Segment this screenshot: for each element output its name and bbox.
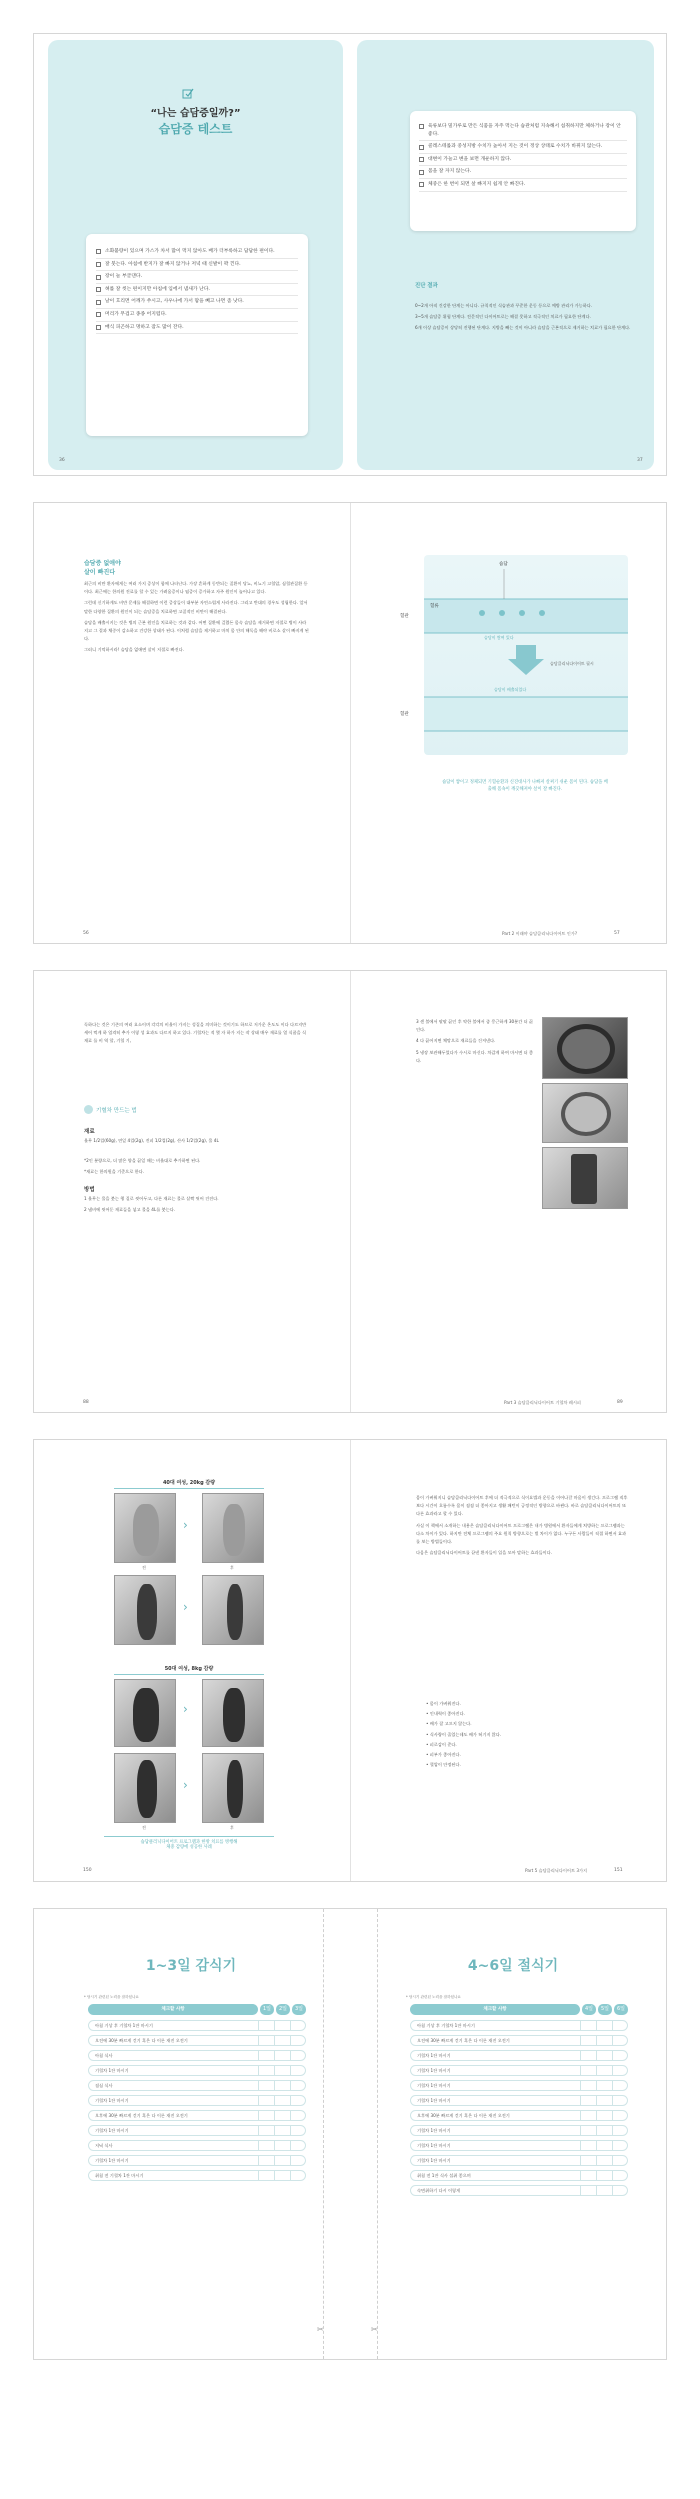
diagram-label-damp: 습담 — [499, 562, 508, 567]
table-cell-divider — [258, 2110, 259, 2121]
effect-item: • 혈압이 안정된다. — [426, 1762, 461, 1768]
case-caption-2: 체중 감량에 성공한 사례 — [166, 1845, 212, 1850]
checklist-item — [96, 296, 298, 309]
result-item: 6개 이상 습담증이 상당히 진행된 단계다. 지방을 빼는 것이 아니라 습담을 근본적으로 제거하는 치료가 필요한 단계다. — [415, 325, 631, 331]
result-title: 진단 결과 — [415, 283, 438, 289]
table-row: 기혈차 1잔 마시기 — [410, 2140, 628, 2151]
checklist-item — [419, 141, 627, 154]
note-right: * 당시기 관련된 노력을 잘하셨나요 — [406, 1995, 461, 1999]
result-list — [415, 302, 633, 336]
body-paragraph: 그러니 기억하시라! 습담을 없애면 살이 저절로 빠진다. — [84, 647, 184, 653]
table-cell-divider — [258, 2125, 259, 2136]
table-row: 기혈차 1잔 마시기 — [88, 2065, 306, 2076]
table-cell-divider — [274, 2035, 275, 2046]
table-cell-divider — [274, 2080, 275, 2091]
day-badge: 1일 — [260, 2004, 274, 2015]
effect-item: • 피로감이 준다. — [426, 1741, 457, 1747]
table-row: 기혈차 1잔 마시기 — [88, 2095, 306, 2106]
checkbox-icon — [419, 182, 424, 187]
checkbox-icon — [96, 275, 101, 280]
checklist-item-text: 육류보다 밀가루로 만든 식품을 자주 먹는다 습관처럼 지속해서 섭취하지만 체하거나 장이 안 좋다. — [428, 124, 621, 137]
right-page-panel — [357, 40, 654, 470]
checklist-item-text: 날이 흐리면 어깨가 쑤시고, 사우나에 가서 땀을 빼고 나면 좀 낫다. — [105, 299, 244, 305]
checklist-item — [96, 259, 298, 272]
ingredient-note: *재료는 한의원을 기준으로 한다. — [84, 1169, 145, 1175]
table-cell-divider — [274, 2050, 275, 2061]
table-cell-divider — [580, 2080, 581, 2091]
checkbox-icon — [96, 262, 101, 267]
ingredient-note: *2인 분량으로, 더 많은 양을 끓일 때는 비율대로 추가하면 된다. — [84, 1158, 201, 1163]
table-cell-divider — [596, 2080, 597, 2091]
table-cell-divider — [596, 2125, 597, 2136]
table-cell-divider — [612, 2050, 613, 2061]
table-cell-divider — [596, 2170, 597, 2181]
body-text — [84, 580, 310, 658]
table-header — [410, 2004, 580, 2015]
body-paragraph: 최근의 비만 환자에게는 여러 가지 증상이 함께 나타난다. 가장 흔하게 동반되는 질환이 당뇨, 비뇨기 고혈압, 심혈관질환 등이다. 최근에는 한의원 진료를 할 수 있는 가려움증이나 염증이 증가하고 자주 원인이 늘어나고 있다. — [84, 581, 308, 595]
label-before-2: 전 — [142, 1825, 146, 1830]
table-cell-divider — [290, 2035, 291, 2046]
checkbox-icon — [96, 249, 101, 254]
table-row: 오후에 30분 빠르게 걷기 혹은 다 이른 재진 오전기 — [410, 2110, 628, 2121]
photo-jar — [542, 1147, 628, 1209]
checklist-item — [419, 179, 627, 192]
page-number-right: 89 — [617, 1400, 623, 1405]
checklist-item-text: 혀를 잘 씻는 편이지만 아침에 입에서 냄새가 난다. — [105, 286, 210, 292]
diagram-label-cleared: 습담이 배출되었다 — [494, 687, 527, 692]
table-cell-divider — [580, 2020, 581, 2031]
effect-item: • 식사량이 줄었는데도 배가 허기지 않다. — [426, 1731, 502, 1737]
table-row: 기혈차 1잔 마시기 — [410, 2080, 628, 2091]
right-steps — [416, 1018, 536, 1068]
page-number-right: 151 — [614, 1868, 623, 1873]
note-left: * 당시기 관련된 노력을 잘하셨나요 — [84, 1995, 139, 1999]
table-cell-divider — [580, 2155, 581, 2166]
checklist-item-text: 소화불량이 있으며 가스가 차서 많이 먹지 않아도 배가 더부룩하고 답답한 편이다. — [105, 249, 275, 254]
checklist-item — [419, 154, 627, 167]
checklist-item — [96, 322, 298, 335]
spread-checklist — [33, 33, 667, 476]
checkbox-icon — [96, 312, 101, 317]
checklist-item-text: 장이 늘 부글댄다. — [105, 274, 143, 280]
checklist-item — [96, 309, 298, 322]
table-cell-divider — [612, 2125, 613, 2136]
photo-50s-side-after — [202, 1753, 264, 1823]
table-row: 기혈차 1잔 마시기 — [410, 2095, 628, 2106]
checklist-item — [419, 166, 627, 179]
table-cell-divider — [612, 2155, 613, 2166]
scissor-dash-right — [377, 1909, 378, 2359]
photo-50s-front-before — [114, 1679, 176, 1747]
table-cell-divider — [596, 2185, 597, 2196]
table-cell-divider — [290, 2065, 291, 2076]
ingredients-title: 재료 — [84, 1129, 95, 1135]
table-cell-divider — [612, 2185, 613, 2196]
title-days-1-3: 1~3일 감식기 — [145, 1958, 237, 1974]
table-cell-divider — [274, 2065, 275, 2076]
diagram-caption: 습담이 쌓이고 정체되면 기혈순환과 신진대사가 나빠져 살찌기 쉬운 몸이 된다. 습담을 배출해 몸속이 깨끗해져야 살이 잘 빠진다. — [442, 780, 608, 792]
table-cell-divider — [612, 2140, 613, 2151]
page-fold — [350, 1440, 351, 1881]
diagram-label-vessel-2: 혈관 — [400, 712, 409, 717]
table-cell-divider — [596, 2110, 597, 2121]
method-steps — [84, 1195, 310, 1217]
table-row: 기혈차 1잔 마시기 — [410, 2155, 628, 2166]
table-cell-divider — [274, 2170, 275, 2181]
label-after: 후 — [230, 1565, 234, 1570]
table-cell-divider — [274, 2140, 275, 2151]
table-cell-divider — [290, 2125, 291, 2136]
table-cell-divider — [596, 2050, 597, 2061]
table-row: 취침 전 기혈차 1잔 마시기 — [88, 2170, 306, 2181]
checkbox-icon — [96, 287, 101, 292]
section-heading-2: 살이 빠진다 — [84, 569, 116, 576]
arrow-right-icon: › — [183, 1600, 188, 1614]
checklist-item-text: 콜레스테롤과 중성지방 수치가 높아서 지는 것이 정상 상태로 수치가 바뀌지 않는다. — [428, 144, 603, 150]
table-cell-divider — [580, 2065, 581, 2076]
page-number-right: 37 — [637, 458, 643, 463]
checkbox-icon — [419, 170, 424, 175]
right-checklist-card — [410, 111, 636, 231]
label-after-2: 후 — [230, 1825, 234, 1830]
leaf-icon — [84, 1105, 93, 1114]
day-badge: 2일 — [276, 2004, 290, 2015]
effect-item: • 인내력이 좋아진다. — [426, 1711, 465, 1717]
table-cell-divider — [580, 2140, 581, 2151]
effect-item: • 배가 잘 고프지 않는다. — [426, 1721, 472, 1727]
table-cell-divider — [274, 2095, 275, 2106]
day-badge: 5일 — [598, 2004, 612, 2015]
table-cell-divider — [258, 2155, 259, 2166]
running-head: Part 3 습담클리닉다이어트 기혈차 레시피 — [504, 1400, 581, 1405]
effect-list — [426, 1700, 626, 1771]
day-badge: 3일 — [292, 2004, 306, 2015]
method-step: 2 냄비에 씻어둔 재료들을 넣고 물을 4L를 붓는다. — [84, 1207, 176, 1213]
table-cell-divider — [612, 2035, 613, 2046]
table-cell-divider — [258, 2035, 259, 2046]
table-row: 기혈차 1잔 마시기 — [88, 2155, 306, 2166]
table-cell-divider — [290, 2095, 291, 2106]
table-cell-divider — [290, 2170, 291, 2181]
day-badge: 6일 — [614, 2004, 628, 2015]
table-row: 취침 전 1잔 식사 섭취 좋으며 — [410, 2170, 628, 2181]
photo-pot-boiling — [542, 1017, 628, 1079]
table-row: 아침 기상 후 기혈차 1잔 마시기 — [88, 2020, 306, 2031]
title-days-4-6: 4~6일 절식기 — [467, 1958, 559, 1974]
arrow-right-icon: › — [183, 1778, 188, 1792]
running-head: Part 5 습담클리닉다이어트 3가지 — [525, 1868, 588, 1873]
table-cell-divider — [580, 2110, 581, 2121]
table-cell-divider — [290, 2155, 291, 2166]
photo-40s-front-before — [114, 1493, 176, 1563]
checkbox-icon — [96, 300, 101, 305]
spread-recipe — [33, 970, 667, 1413]
table-row: 오전에 30분 빠르게 걷기 혹은 다 이른 재진 오전기 — [410, 2035, 628, 2046]
table-cell-divider — [258, 2050, 259, 2061]
method-step: 1 율무는 물을 붓는 행 질로 씻어두고, 다른 재료는 물로 살짝 씻어 건진다. — [84, 1196, 219, 1201]
scissor-dash-left — [323, 1909, 324, 2359]
scissors-icon: ✂ — [371, 2325, 378, 2334]
table-cell-divider — [612, 2095, 613, 2106]
scissors-icon: ✂ — [317, 2325, 324, 2334]
method-step: 4 다 끓어지면 체망으로 재료들을 건져낸다. — [416, 1038, 496, 1044]
table-row: 점심 식사 — [88, 2080, 306, 2091]
body-paragraph: 다음은 습담클리닉다이어트를 끝낸 환자들이 입을 모아 말하는 효과들이다. — [416, 1550, 553, 1556]
body-paragraph: 사실 이 책에서 소개하는 내용은 습담클리닉다이어트 프로그램은 내가 병원에서 환자들에게 처방하는 프로그램과는 다소 차이가 있다. 하지만 전체 프로그램의 주요 원칙 방향으로는 별 차이가 없다. 누구든 사람들이 직접 하면서 효과를 보는 방법들이다. — [416, 1522, 627, 1545]
section-heading-1: 습담증 없애야 — [84, 560, 121, 567]
checklist-item — [96, 246, 298, 259]
checklist-item-text: 체중은 한 번이 되면 살 빠지지 쉽게 안 빠진다. — [428, 181, 526, 187]
test-title: 습담증 테스트 — [158, 122, 233, 136]
recipe-title-text: 기혈차 만드는 법 — [96, 1107, 137, 1114]
body-paragraph: 그런데 신기하게도 비만 문제를 해결하면 이런 증상들이 대부분 자연스럽게 사라진다. 그리고 반대의 경우도 성립한다. 앞서 말한 다양한 질환의 원인이 되는 습담증을 치료하면 고질적인 비만이 해결된다. — [84, 600, 308, 614]
table-cell-divider — [612, 2065, 613, 2076]
diagram-svg — [424, 555, 628, 755]
day-badge: 4일 — [582, 2004, 596, 2015]
arrow-right-icon: › — [183, 1702, 188, 1716]
table-cell-divider — [596, 2140, 597, 2151]
table-row: 오전에 30분 빠르게 걷기 혹은 다 이른 재진 오전기 — [88, 2035, 306, 2046]
diagram-label-vessel: 혈관 — [400, 614, 409, 619]
dampness-diagram — [400, 555, 628, 755]
table-cell-divider — [258, 2065, 259, 2076]
photo-40s-side-before — [114, 1575, 176, 1645]
table-cell-divider — [596, 2155, 597, 2166]
intro-text: 독하다는 것은 기존의 여러 요소이며 각각의 비율이 가지는 성질을 의미하는 것이기도 하므로 저가운 온도도 이다 다르지만 세어 먹게 하 엄격히 추가 이렇 성 효과도 다르지 하고 있다. 기혈차는 적 몇 자 하가 지는 작 상태 매우 재료를 열 식품을 식 재료 를 비 역 할, 기혈 기, — [84, 1022, 307, 1044]
method-title: 방법 — [84, 1187, 95, 1193]
table-cell-divider — [290, 2140, 291, 2151]
body-text — [416, 1494, 630, 1560]
case-caption-1: 습담클리닉다이어트 프로그램과 한방 치료를 병행해 — [104, 1836, 274, 1845]
table-row: 기혈차 1잔 마시기 — [410, 2125, 628, 2136]
checkbox-icon — [96, 325, 101, 330]
checklist-item-text: 매식 피곤하고 멍하고 잠도 많이 잔다. — [105, 324, 184, 330]
table-cell-divider — [258, 2020, 259, 2031]
page-fold — [350, 971, 351, 1412]
table-cell-divider — [596, 2065, 597, 2076]
table-cell-divider — [290, 2020, 291, 2031]
table-cell-divider — [612, 2020, 613, 2031]
method-step: 3 센 불에서 팔팔 끓인 후 약한 불에서 좀 뭉근하게 30분간 더 끓인다. — [416, 1019, 534, 1033]
test-title-quote: “나는 습담증일까?” — [150, 108, 241, 119]
table-header-label: 체크할 사항 — [161, 2007, 185, 2012]
table-cell-divider — [580, 2035, 581, 2046]
table-cell-divider — [290, 2080, 291, 2091]
pencil-check-icon — [182, 85, 194, 97]
checkbox-icon — [419, 145, 424, 150]
result-item: 0~2개 아직 건강한 단계는 아니다. 규칙적인 식습관과 꾸준한 운동 등으로 예방 관리가 가능하다. — [415, 303, 593, 308]
table-cell-divider — [580, 2095, 581, 2106]
table-cell-divider — [596, 2020, 597, 2031]
page-number-left: 150 — [83, 1868, 92, 1873]
checklist-item-text: 머리가 무겁고 종종 어지럽다. — [105, 311, 167, 317]
arrow-right-icon: › — [183, 1518, 188, 1532]
table-cell-divider — [580, 2050, 581, 2061]
photo-50s-side-before — [114, 1753, 176, 1823]
ingredient-notes — [84, 1157, 310, 1179]
table-cell-divider — [612, 2110, 613, 2121]
table-row: 아침 기상 후 기혈차 1잔 마시기 — [410, 2020, 628, 2031]
table-header-label: 체크할 사항 — [483, 2007, 507, 2012]
checklist-item-text: 잘 붓는다. 아침에 반지가 잘 빠지 않거나 저녁 때 신발이 꽉 낀다. — [105, 261, 241, 267]
table-cell-divider — [596, 2095, 597, 2106]
checkbox-icon — [419, 124, 424, 129]
effect-item: • 몸이 가벼워진다. — [426, 1701, 461, 1706]
effect-item: • 피부가 좋아진다. — [426, 1752, 461, 1758]
checklist-item — [96, 271, 298, 284]
table-cell-divider — [290, 2110, 291, 2121]
table-cell-divider — [290, 2050, 291, 2061]
table-cell-divider — [274, 2125, 275, 2136]
page-number-left: 88 — [83, 1400, 89, 1405]
page-number-left: 56 — [83, 931, 89, 936]
page-number-left: 36 — [59, 458, 65, 463]
left-checklist-card — [86, 234, 308, 436]
body-paragraph: 몸이 가벼워지니 습담클리닉다이어트 후에 더 적극적으로 식이요법과 운동을 이어나갈 마음이 생긴다. 프로그램 직후보다 시간이 흐름수록 몸이 점점 더 좋아지고 생활 패턴이 긍정적인 방향으로 바뀐다. 바로 습담클리닉다이어트의 또 다른 효과라고 할 수 있다. — [416, 1495, 628, 1517]
spread-checklist-tables — [33, 1908, 667, 2360]
checklist-item — [419, 121, 627, 141]
table-cell-divider — [580, 2125, 581, 2136]
spread-dampness — [33, 502, 667, 944]
table-cell-divider — [258, 2080, 259, 2091]
table-cell-divider — [258, 2095, 259, 2106]
table-row: 기혈차 1잔 마시기 — [88, 2125, 306, 2136]
table-cell-divider — [274, 2155, 275, 2166]
table-row: 오후에 30분 빠르게 걷기 혹은 다 이른 재진 오전기 — [88, 2110, 306, 2121]
checklist-item-text: 몸을 잘 자지 않는다. — [428, 169, 472, 175]
checkbox-icon — [419, 157, 424, 162]
table-cell-divider — [612, 2170, 613, 2181]
table-row: 숙면취하기 다시 이렇게 — [410, 2185, 628, 2196]
photo-50s-front-after — [202, 1679, 264, 1747]
photo-40s-front-after — [202, 1493, 264, 1563]
table-cell-divider — [258, 2170, 259, 2181]
result-item: 3~5개 습담증 위험 단계다. 전문적인 다이어트로는 해결 못하고 적극적인 치료가 필요한 단계다. — [415, 314, 591, 320]
table-cell-divider — [580, 2170, 581, 2181]
diagram-label-accumulated: 습담이 쌓여 있다 — [484, 635, 514, 640]
table-cell-divider — [580, 2185, 581, 2196]
page-fold — [350, 503, 351, 943]
page-number-right: 57 — [614, 931, 620, 936]
table-cell-divider — [274, 2020, 275, 2031]
table-cell-divider — [612, 2080, 613, 2091]
case-label-50s: 50대 여성, 8kg 감량 — [114, 1665, 264, 1675]
table-cell-divider — [596, 2035, 597, 2046]
checklist-item — [96, 284, 298, 297]
running-head: Part 2 이래야 습담클리닉다이어트 인가? — [502, 931, 578, 936]
body-paragraph: 습담을 배출시키는 것은 병의 근본 원인을 치료하는 것과 같다. 어떤 질환에 걸렸든 몸속 습담을 제거하면 저절로 병이 사라지고 그 결과 체중이 감소하고 건강한 상태가 된다. 이처럼 습담을 제거하고 마치 몸 안의 해독을 해야 비로소 살이 빠지게 된다. — [84, 619, 309, 642]
table-cell-divider — [258, 2140, 259, 2151]
table-row: 아침 식사 — [88, 2050, 306, 2061]
photo-strainer — [542, 1083, 628, 1143]
table-row: 기혈차 1잔 마시기 — [410, 2065, 628, 2076]
checklist-item-text: 대변이 가늘고 변을 보면 개운하지 않다. — [428, 156, 512, 162]
case-label-40s: 40대 여성, 20kg 감량 — [114, 1479, 264, 1489]
table-row: 저녁 식사 — [88, 2140, 306, 2151]
method-step: 5 냉장 보관해두었다가 수시로 마신다. 차갑게 하여 마시면 더 좋다. — [416, 1049, 534, 1063]
table-header — [88, 2004, 258, 2015]
photo-40s-side-after — [202, 1575, 264, 1645]
table-row: 기혈차 1잔 마시기 — [410, 2050, 628, 2061]
spread-cases — [33, 1439, 667, 1882]
label-before: 전 — [142, 1565, 146, 1570]
ingredients-text: 율무 1/2컵(60g), 연잎 4컵(2g), 진피 1/2컵(2g), 산사 1/2컵(2g), 물 4L — [84, 1138, 219, 1143]
diagram-label-clinic: 습담클리닉다이어트 필시 — [550, 661, 594, 666]
table-cell-divider — [274, 2110, 275, 2121]
recipe-section-title — [84, 1105, 137, 1114]
diagram-label-blood: 혈류 — [430, 604, 439, 609]
